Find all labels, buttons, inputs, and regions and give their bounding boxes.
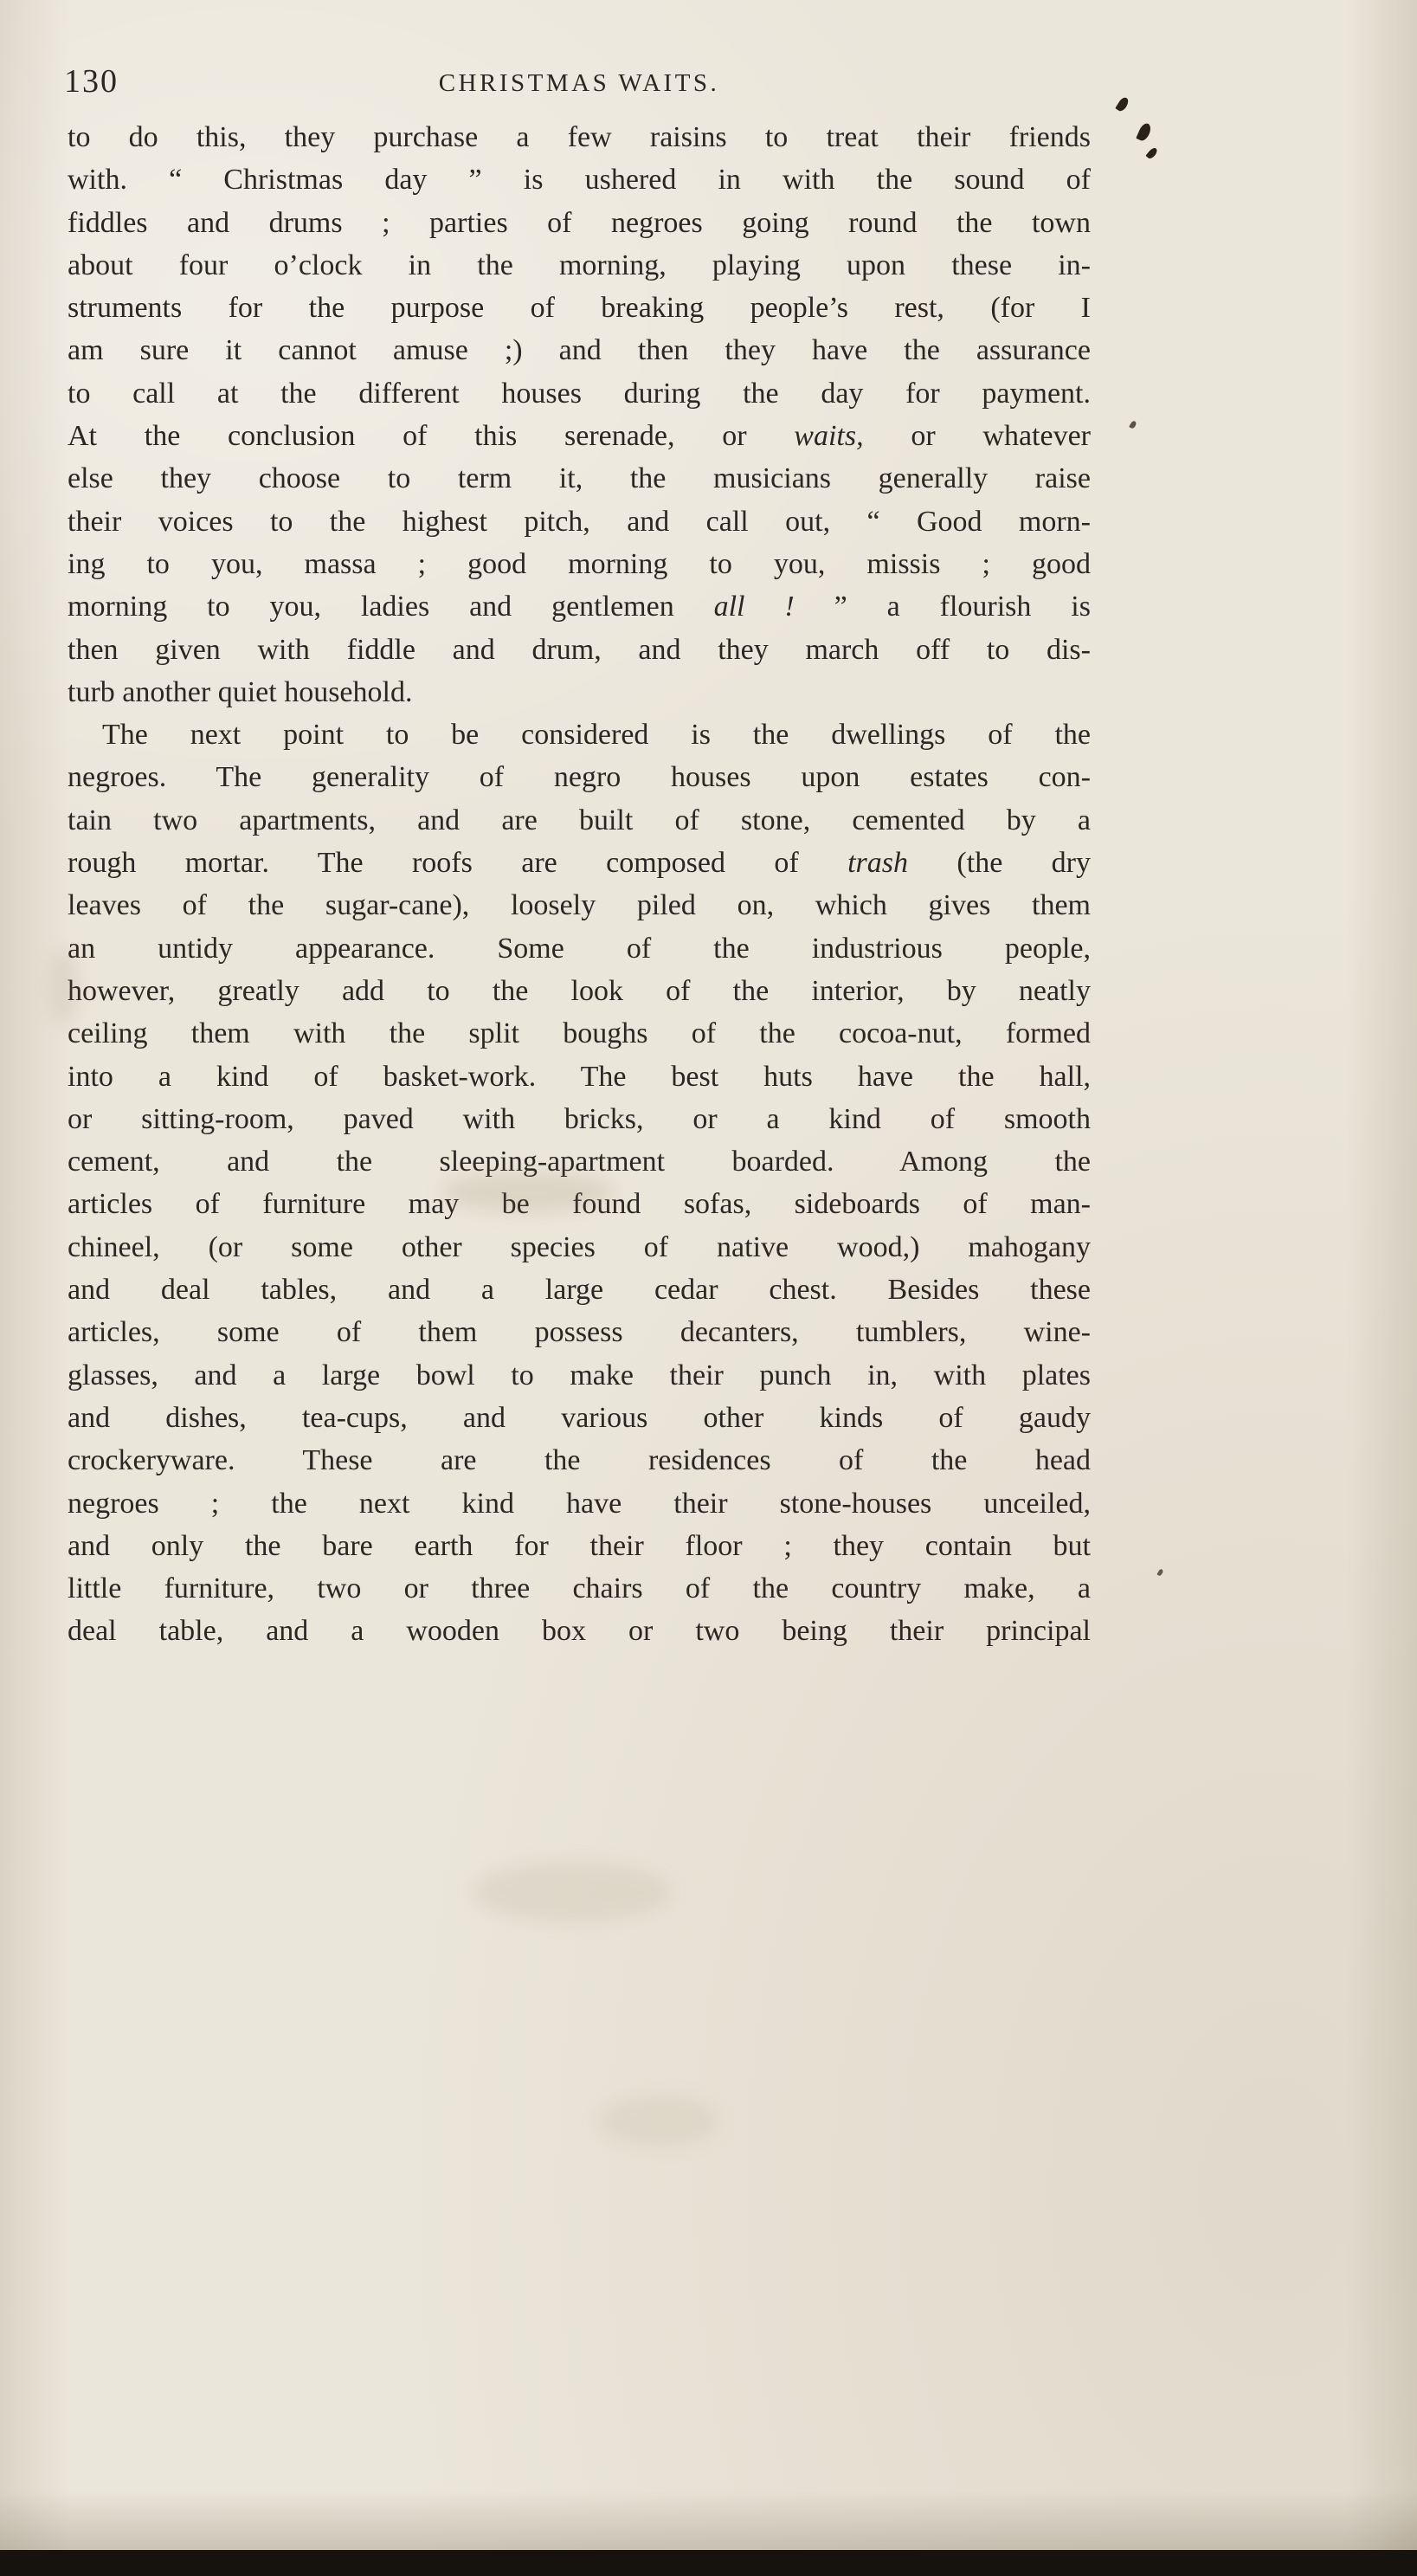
text-line — [68, 1610, 1091, 1652]
text-segment: The next point to be considered is the dwellings of the — [102, 719, 1091, 752]
text-segment: glasses, and a large bowl to make their punch in, with plates — [68, 1359, 1091, 1391]
text-segment: about four o’clock in the morning, playing upon these in- — [68, 249, 1091, 281]
text-line — [68, 457, 1091, 500]
text-segment: and only the bare earth for their floor ; they contain but — [68, 1529, 1091, 1562]
text-line — [68, 372, 1091, 415]
ink-mark — [1156, 1568, 1163, 1576]
text-line — [68, 842, 1091, 884]
stain-smudge — [597, 2095, 718, 2147]
running-head: CHRISTMAS WAITS. — [438, 69, 720, 97]
text-segment: deal table, and a wooden box or two being their principal — [68, 1615, 1091, 1648]
text-line — [68, 1397, 1091, 1439]
scan-edge-bar — [0, 2550, 1417, 2576]
text-line — [68, 1311, 1091, 1353]
text-segment: ing to you, massa ; good morning to you, missis ; good — [68, 547, 1091, 580]
ink-mark — [1136, 121, 1153, 142]
text-segment: then given with fiddle and drum, and they march off to dis- — [68, 633, 1091, 666]
text-line — [68, 799, 1091, 842]
text-segment: an untidy appearance. Some of the industrious people, — [68, 932, 1091, 965]
stain-smudge — [441, 1173, 615, 1211]
text-line — [68, 500, 1091, 543]
text-segment: their voices to the highest pitch, and call out, “ Good morn- — [68, 505, 1091, 538]
text-line — [68, 158, 1091, 201]
text-segment: morning to you, ladies and gentlemen — [68, 591, 714, 623]
text-line — [68, 1269, 1091, 1311]
text-segment: tain two apartments, and are built of stone, cemented by a — [68, 804, 1091, 836]
text-line — [68, 1098, 1091, 1140]
text-segment: however, greatly add to the look of the interior, by neatly — [68, 974, 1091, 1007]
text-segment: negroes ; the next kind have their stone-houses unceiled, — [68, 1487, 1091, 1520]
text-segment: crockeryware. These are the residences of the head — [68, 1444, 1091, 1477]
text-line — [68, 1354, 1091, 1397]
text-segment: chineel, (or some other species of native wood,) mahogany — [68, 1230, 1091, 1263]
ink-mark — [1115, 96, 1130, 113]
stain-smudge — [52, 948, 78, 1026]
text-line — [68, 244, 1091, 287]
text-segment: to do this, they purchase a few raisins to treat their friends — [68, 121, 1091, 153]
text-line — [68, 415, 1091, 457]
text-segment: ceiling them with the split boughs of the cocoa-nut, formed — [68, 1017, 1091, 1050]
text-segment: (the dry — [908, 847, 1091, 880]
italic-text: trash — [847, 847, 909, 880]
text-line — [68, 927, 1091, 970]
text-line — [68, 1482, 1091, 1525]
text-segment: turb another quiet household. — [68, 675, 413, 708]
text-segment: struments for the purpose of breaking people’s rest, (for I — [68, 292, 1091, 325]
text-segment: articles of furniture may be found sofas, sideboards of man- — [68, 1188, 1091, 1221]
page-number: 130 — [64, 63, 119, 100]
text-line — [68, 884, 1091, 926]
text-segment: little furniture, two or three chairs of the country make, a — [68, 1572, 1091, 1605]
text-line — [68, 1012, 1091, 1055]
text-line — [68, 970, 1091, 1012]
text-segment: to call at the different houses during the day for payment. — [68, 377, 1091, 410]
text-line — [68, 287, 1091, 329]
text-segment: leaves of the sugar-cane), loosely piled on, which gives them — [68, 889, 1091, 922]
text-segment: else they choose to term it, the musicians generally raise — [68, 462, 1091, 495]
ink-mark — [1145, 146, 1158, 160]
text-line — [68, 116, 1091, 158]
page-bottom-shadow — [0, 2489, 1417, 2550]
text-segment: ” a flourish is — [794, 591, 1091, 623]
text-segment: negroes. The generality of negro houses upon estates con- — [68, 761, 1091, 794]
text-line — [68, 1226, 1091, 1269]
text-segment: am sure it cannot amuse ;) and then they have the assurance — [68, 334, 1091, 367]
text-line — [68, 629, 1091, 671]
text-line — [68, 756, 1091, 798]
text-segment: At the conclusion of this serenade, or — [68, 420, 795, 453]
text-line — [68, 543, 1091, 585]
italic-text: waits, — [794, 420, 864, 453]
text-line — [68, 713, 1091, 756]
text-line — [68, 1567, 1091, 1610]
text-line — [68, 202, 1091, 244]
text-segment: with. “ Christmas day ” is ushered in with the sound of — [68, 164, 1091, 197]
text-segment: into a kind of basket-work. The best huts have the hall, — [68, 1060, 1091, 1093]
text-segment: articles, some of them possess decanters, tumblers, wine- — [68, 1316, 1091, 1349]
text-line — [68, 329, 1091, 371]
text-line — [68, 1056, 1091, 1098]
text-line — [68, 1439, 1091, 1482]
page-header — [64, 63, 1091, 107]
text-segment: and dishes, tea-cups, and various other kinds of gaudy — [68, 1401, 1091, 1434]
stain-smudge — [472, 1862, 671, 1922]
paragraph — [68, 116, 1091, 713]
text-segment: and deal tables, and a large cedar chest. Besides these — [68, 1274, 1091, 1307]
italic-text: all ! — [713, 591, 795, 623]
ink-mark — [1129, 420, 1137, 429]
page-body — [68, 116, 1091, 1653]
text-line — [68, 585, 1091, 628]
text-segment: or sitting-room, paved with bricks, or a kind of smooth — [68, 1102, 1091, 1135]
text-segment: fiddles and drums ; parties of negroes going round the town — [68, 206, 1091, 239]
text-segment: rough mortar. The roofs are composed of — [68, 847, 848, 880]
text-segment: cement, and the sleeping-apartment boarded. Among the — [68, 1146, 1091, 1178]
text-line — [68, 671, 1091, 713]
text-line — [68, 1525, 1091, 1567]
text-segment: or whatever — [863, 420, 1092, 453]
